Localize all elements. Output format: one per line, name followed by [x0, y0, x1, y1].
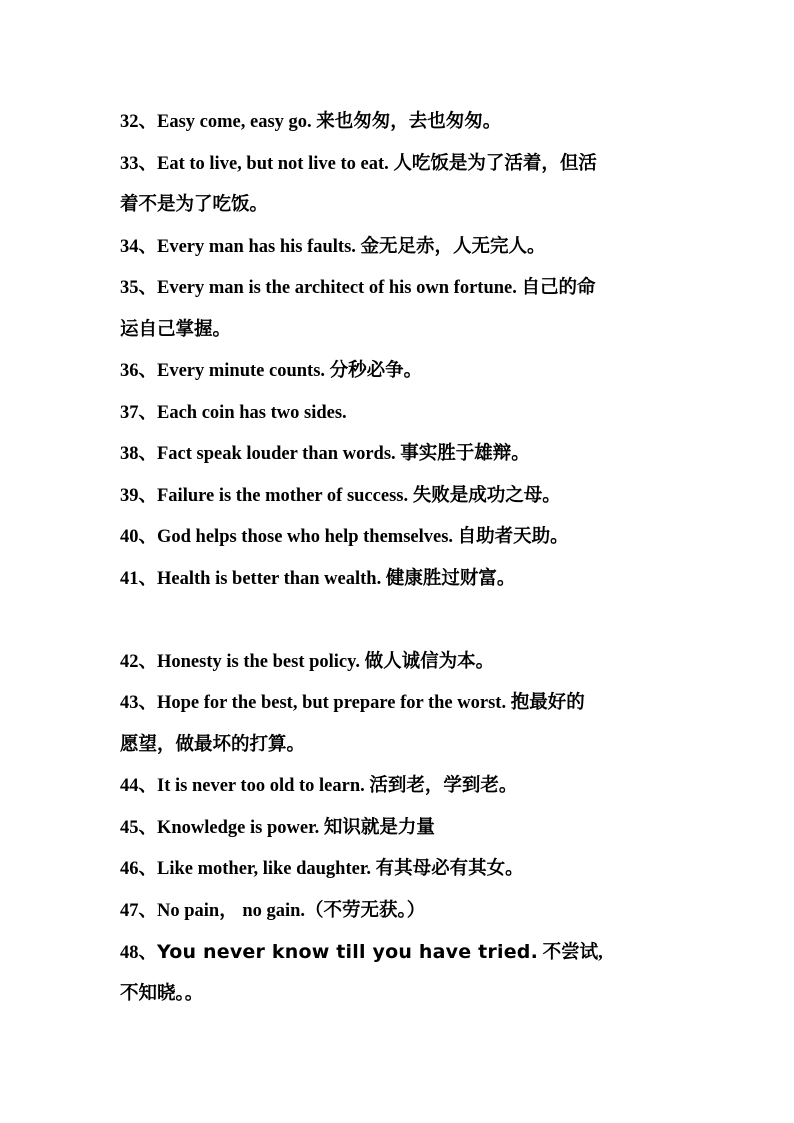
proverb-line-33: 33、Eat to live, but not live to eat. 人吃饭是为了活着，但活: [120, 153, 597, 174]
proverb-line-32: 32、Easy come, easy go. 来也匆匆，去也匆匆。: [120, 112, 502, 132]
proverb-line-48: [120, 932, 680, 974]
proverb-line-34: 34、Every man has his faults. 金无足赤，人无完人。: [120, 236, 546, 257]
proverb-line-38: 38、Fact speak louder than words. 事实胜于雄辩。: [120, 444, 530, 464]
proverb-48-english: You never know till you have tried.: [157, 941, 538, 963]
proverb-line-37: 37、Each coin has two sides.: [120, 402, 347, 423]
proverb-line-41: 41、Health is better than wealth. 健康胜过财富。: [120, 568, 516, 589]
proverb-line-48-cont: 不知晓。。: [120, 983, 204, 1004]
proverb-line-43-cont: 愿望，做最坏的打算。: [120, 734, 306, 755]
proverb-48-number: 48、: [120, 943, 158, 963]
proverb-line-36: 36、Every minute counts. 分秒必争。: [120, 361, 423, 381]
proverb-line-33-cont: 着不是为了吃饭。: [120, 195, 269, 215]
proverb-line-44: 44、It is never too old to learn. 活到老，学到老。: [120, 776, 518, 796]
proverb-line-35: 35、Every man is the architect of his own fortune. 自己的命: [120, 278, 596, 298]
proverb-line-45: 45、Knowledge is power. 知识就是力量: [120, 817, 435, 838]
proverb-list: [120, 102, 680, 1015]
proverb-line-47: 47、No pain， no gain.（不劳无获。）: [120, 900, 426, 921]
proverb-line-39: 39、Failure is the mother of success. 失败是成功之母。: [120, 485, 561, 506]
proverb-line-42: 42、Honesty is the best policy. 做人诚信为本。: [120, 651, 495, 672]
proverb-line-40: 40、God helps those who help themselves. 自助者天助。: [120, 527, 569, 547]
blank-line: [120, 600, 680, 642]
proverb-48-chinese: 不尝试,: [538, 943, 603, 963]
proverb-line-43: 43、Hope for the best, but prepare for the worst. 抱最好的: [120, 693, 585, 713]
proverb-line-35-cont: 运自己掌握。: [120, 319, 232, 340]
proverb-line-46: 46、Like mother, like daughter. 有其母必有其女。: [120, 859, 524, 879]
